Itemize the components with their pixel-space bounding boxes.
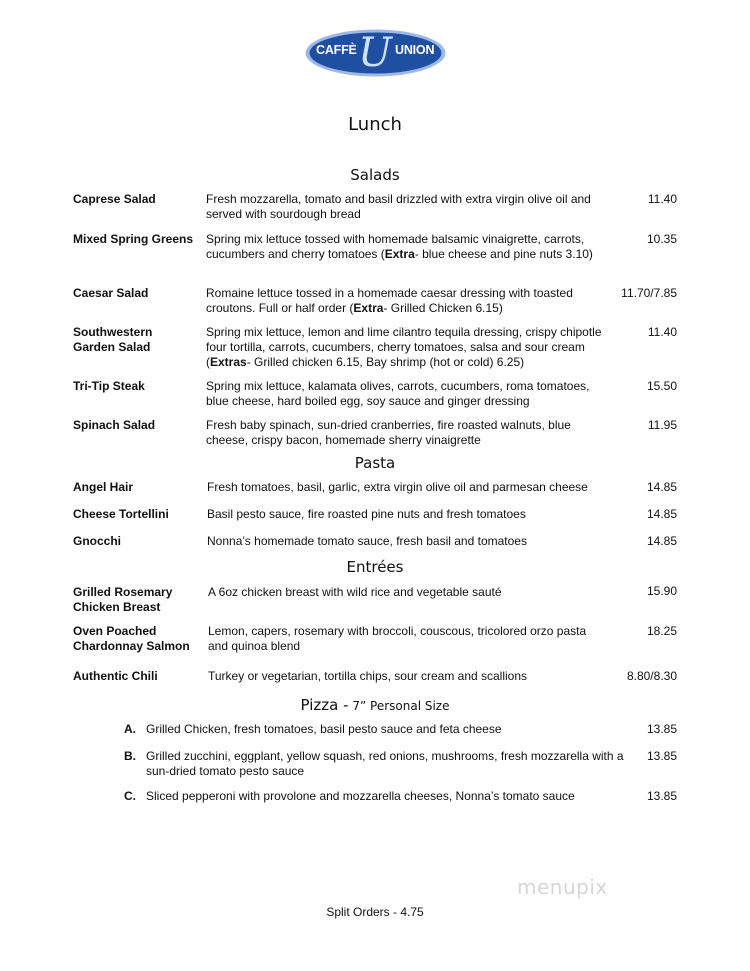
section-title-pizza: Pizza - 7” Personal Size (300, 696, 450, 714)
item-price: 10.35 (646, 232, 677, 246)
page-title: Lunch (348, 114, 402, 135)
item-price: 15.50 (646, 379, 677, 393)
item-description: Turkey or vegetarian, tortilla chips, sour cream and scallions (208, 669, 528, 683)
pizza-description: Sliced pepperoni with provolone and mozzarella cheeses, Nonna’s tomato sauce (146, 789, 575, 803)
item-name: Mixed Spring Greens (73, 232, 194, 246)
section-title-pasta: Pasta (354, 454, 396, 472)
item-price: 14.85 (646, 507, 677, 521)
item-description: Fresh baby spinach, sun-dried cranberries, fire roasted walnuts, blue cheese, crispy bacon, homemade sherry vinaigrette (206, 418, 571, 447)
item-price: 13.85 (646, 722, 677, 736)
pizza-description: Grilled Chicken, fresh tomatoes, basil pesto sauce and feta cheese (146, 722, 502, 736)
logo-monogram: U (358, 30, 392, 76)
item-name: Grilled Rosemary Chicken Breast (73, 585, 173, 614)
item-name: Caprese Salad (73, 192, 156, 206)
pizza-letter: B. (124, 749, 136, 763)
item-name: Angel Hair (73, 480, 134, 494)
item-description: A 6oz chicken breast with wild rice and vegetable sauté (208, 585, 502, 599)
section-title-salads: Salads (350, 166, 400, 184)
item-description: Spring mix lettuce, kalamata olives, carrots, cucumbers, roma tomatoes, blue cheese, hard boiled egg, soy sauce and ginger dressing (206, 379, 590, 408)
pizza-size-note: 7” Personal Size (348, 699, 450, 713)
item-price: 11.95 (647, 418, 677, 432)
logo-left-text: CAFFÈ (316, 43, 357, 57)
cafe-union-logo (304, 28, 447, 78)
item-name: Authentic Chili (73, 669, 158, 683)
item-description: Basil pesto sauce, fire roasted pine nuts and fresh tomatoes (207, 507, 526, 521)
pizza-letter: C. (124, 789, 136, 803)
item-name: Caesar Salad (73, 286, 149, 300)
item-price: 11.40 (647, 192, 677, 206)
item-price: 13.85 (646, 789, 677, 803)
logo-right-text: UNION (395, 43, 435, 57)
item-name: Oven Poached Chardonnay Salmon (73, 624, 190, 653)
item-price: 15.90 (646, 584, 677, 598)
item-price: 8.80/8.30 (626, 669, 677, 683)
item-description: Spring mix lettuce, lemon and lime cilantro tequila dressing, crispy chipotle four tortilla, carrots, cucumbers, cherry tomatoes, salsa and sour cream (Extras- Grilled chicken 6.15, Bay shrimp (hot or cold) 6.25) (206, 325, 602, 369)
item-description: Spring mix lettuce tossed with homemade balsamic vinaigrette, carrots, cucumbers and cherry tomatoes (Extra- blue cheese and pine nuts 3.10) (206, 232, 593, 261)
item-name: Cheese Tortellini (73, 507, 169, 521)
footer-split-orders: Split Orders - 4.75 (326, 905, 424, 919)
pizza-description: Grilled zucchini, eggplant, yellow squash, red onions, mushrooms, fresh mozzarella with a sun-dried tomato pesto sauce (146, 749, 624, 778)
item-description: Lemon, capers, rosemary with broccoli, couscous, tricolored orzo pasta and quinoa blend (208, 624, 587, 653)
item-price: 14.85 (646, 480, 677, 494)
pizza-letter: A. (124, 722, 136, 736)
item-description: Fresh mozzarella, tomato and basil drizzled with extra virgin olive oil and served with sourdough bread (206, 192, 591, 221)
item-description: Romaine lettuce tossed in a homemade caesar dressing with toasted croutons. Full or half order (Extra- Grilled Chicken 6.15) (206, 286, 573, 315)
item-name: Southwestern Garden Salad (73, 325, 153, 354)
item-price: 18.25 (646, 624, 677, 638)
item-price: 11.40 (647, 325, 677, 339)
section-title-entrees: Entrées (346, 558, 404, 576)
item-description: Nonna’s homemade tomato sauce, fresh basil and tomatoes (207, 534, 527, 548)
item-price: 14.85 (646, 534, 677, 548)
item-name: Spinach Salad (73, 418, 156, 432)
item-name: Gnocchi (73, 534, 122, 548)
menupix-watermark: menupix (517, 875, 608, 899)
item-price: 13.85 (646, 749, 677, 763)
item-name: Tri-Tip Steak (73, 379, 145, 393)
item-price: 11.70/7.85 (621, 286, 677, 300)
item-description: Fresh tomatoes, basil, garlic, extra virgin olive oil and parmesan cheese (207, 480, 588, 494)
